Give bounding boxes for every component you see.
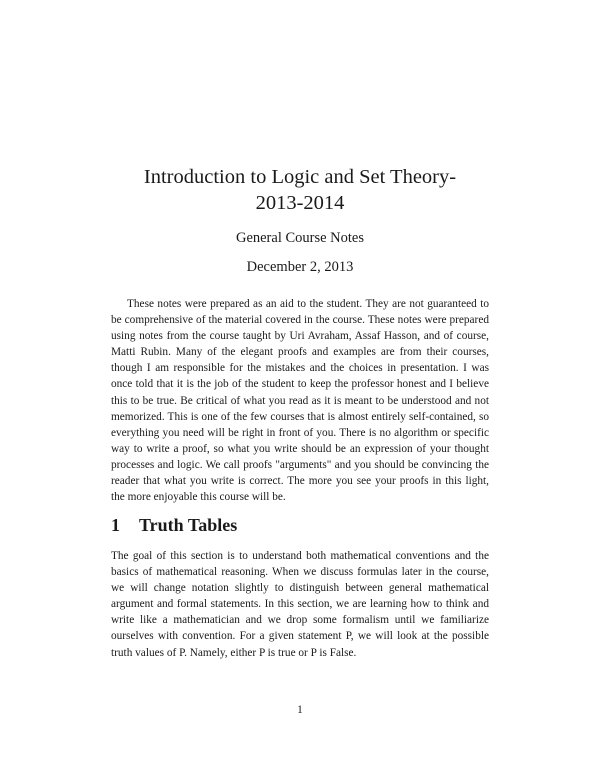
section-title: Truth Tables <box>139 515 238 535</box>
section-body-paragraph: The goal of this section is to understand both mathematical conventions and the basics of mathematical reasoning. When we discuss formulas later in the course, we will change notation slightly to distinguish between general mathematical argument and formal statements. In this section, we are learning how to think and write like a mathematician and we drop some formalism until we familiarize ourselves with convention. For a given statement P, we will look at the possible truth values of P. Namely, either P is true or P is False. <box>111 550 489 659</box>
page-number: 1 <box>297 704 303 716</box>
abstract-paragraph: These notes were prepared as an aid to the student. They are not guaranteed to be comprehensive of the material covered in the course. These notes were prepared using notes from the course taught by Uri Avraham, Assaf Hasson, and of course, Matti Rubin. Many of the elegant proofs and examples are from their courses, though I am responsible for the mistakes and the choices in presentation. I was once told that it is the job of the student to keep the professor honest and I believe this to be true. Be critical of what you read as it is meant to be understood and not memorized. This is one of the few courses that is almost entirely self-contained, so everything you need will be right in front of you. There is no algorithm or specific way to write a proof, so what you write should be an expression of your thought processes and logic. We call proofs "arguments" and you should be convincing the reader that what you write is correct. The more you see your proofs in this light, the more enjoyable this course will be. <box>111 298 489 504</box>
section-number: 1 <box>111 515 120 535</box>
section-heading <box>111 515 489 536</box>
document-subtitle: General Course Notes <box>235 230 365 246</box>
document-title <box>0 164 600 216</box>
document-date: December 2, 2013 <box>246 259 354 275</box>
title-line-2: 2013-2014 <box>255 192 345 214</box>
title-line-1: Introduction to Logic and Set Theory- <box>143 166 457 188</box>
